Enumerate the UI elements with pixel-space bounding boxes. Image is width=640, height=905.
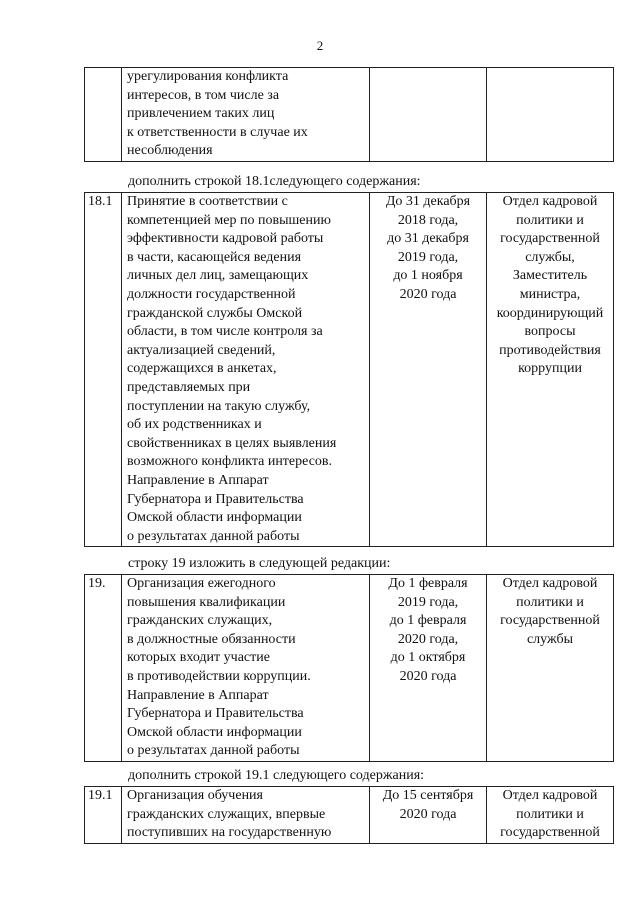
intro-19: строку 19 изложить в следующей редакции: [128, 556, 391, 571]
description-cell: Организация ежегодного повышения квалификации гражданских служащих, в должностные обязанности которых входит участие в противодействии коррупции. Направление в Аппарат Губернатора и Правительства Омской области информации о результатах данной работы [122, 575, 370, 762]
intro-18-1: дополнить строкой 18.1следующего содержания: [128, 174, 421, 189]
responsible-cell [487, 68, 614, 162]
row-number-cell [85, 68, 122, 162]
intro-19-1: дополнить строкой 19.1 следующего содержания: [128, 768, 425, 783]
table-row [85, 575, 614, 762]
row-number-cell: 19. [85, 575, 122, 762]
responsible-cell: Отдел кадровой политики и государственной [487, 787, 614, 844]
page-number: 2 [316, 38, 324, 53]
deadline-cell [370, 68, 487, 162]
deadline-cell: До 1 февраля 2019 года, до 1 февраля 2020 года, до 1 октября 2020 года [370, 575, 487, 762]
responsible-cell: Отдел кадровой политики и государственной службы, Заместитель министра, координирующий вопросы противодействия коррупции [487, 193, 614, 547]
deadline-cell: До 31 декабря 2018 года, до 31 декабря 2019 года, до 1 ноября 2020 года [370, 193, 487, 547]
table-row-18-1 [84, 192, 614, 547]
description-cell: урегулирования конфликта интересов, в том числе за привлечением таких лиц к ответственности в случае их несоблюдения [122, 68, 370, 162]
table-row [85, 193, 614, 547]
responsible-cell: Отдел кадровой политики и государственной службы [487, 575, 614, 762]
row-number-cell: 19.1 [85, 787, 122, 844]
row-number-cell: 18.1 [85, 193, 122, 547]
table-row-19 [84, 574, 614, 762]
table-row-19-1 [84, 786, 614, 844]
description-cell: Организация обучения гражданских служащих, впервые поступивших на государственную [122, 787, 370, 844]
description-cell: Принятие в соответствии с компетенцией мер по повышению эффективности кадровой работы в части, касающейся ведения личных дел лиц, замещающих должности государственной гражданской службы Омской области, в том числе контроля за актуализацией сведений, содержащихся в анкетах, представляемых при поступлении на такую службу, об их родственниках и свойственниках в целях выявления возможного конфликта интересов. Направление в Аппарат Губернатора и Правительства Омской области информации о результатах данной работы [122, 193, 370, 547]
table-row [85, 68, 614, 162]
deadline-cell: До 15 сентября 2020 года [370, 787, 487, 844]
table-row [85, 787, 614, 844]
table-continuation [84, 67, 614, 162]
